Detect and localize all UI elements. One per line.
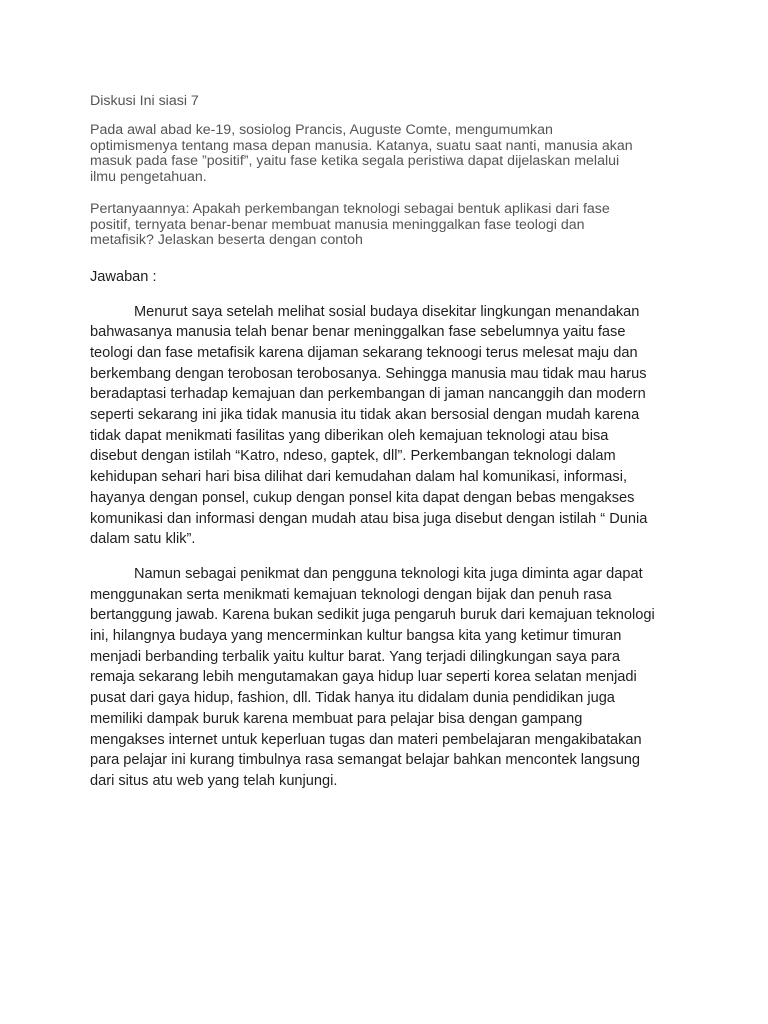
intro-paragraph: Pada awal abad ke-19, sosiolog Prancis, Auguste Comte, mengumumkan optimismenya tentang masa depan manusia. Katanya, suatu saat nanti, manusia akan masuk pada fase ”positif”, yaitu fase ketika segala peristiwa dapat dijelaskan melalui ilmu pengetahuan. [90,122,633,185]
question-paragraph: Pertanyaannya: Apakah perkembangan teknologi sebagai bentuk aplikasi dari fase positif, ternyata benar-benar membuat manusia meninggalkan fase teologi dan metafisik? Jelaskan beserta dengan contoh [90,201,610,248]
document-page [90,92,690,806]
answer-label: Jawaban : [90,268,157,285]
answer-paragraph-2: Namun sebagai penikmat dan pengguna teknologi kita juga diminta agar dapat menggunakan serta menikmati kemajuan teknologi dengan bijak dan penuh rasa bertanggung jawab. Karena bukan sedikit juga pengaruh buruk dari kemajuan teknologi ini, hilangnya budaya yang mencerminkan kultur bangsa kita yang ketimur timuran menjadi berbanding terbalik yaitu kultur barat. Yang terjadi dilingkungan saya para remaja sekarang lebih mengutamakan gaya hidup luar seperti korea selatan menjadi pusat dari gaya hidup, fashion, dll. Tidak hanya itu didalam dunia pendidikan juga memiliki dampak buruk karena membuat para pelajar bisa dengan gampang mengakses internet untuk keperluan tugas dan materi pembelajaran mengakibatakan para pelajar ini kurang timbulnya rasa semangat belajar bahkan mencontek langsung dari situs atu web yang telah kunjungi. [90,565,655,789]
answer-paragraph-1: Menurut saya setelah melihat sosial budaya disekitar lingkungan menandakan bahwasanya manusia telah benar benar meninggalkan fase sebelumnya yaitu fase teologi dan fase metafisik karena dijaman sekarang teknoogi terus melesat maju dan berkembang dengan terobosan terobosanya. Sehingga manusia mau tidak mau harus beradaptasi terhadap kemajuan dan perkembangan di jaman nancanggih dan modern seperti sekarang ini jika tidak manusia itu tidak akan bersosial dengan mudah karena tidak dapat menikmati fasilitas yang diberikan oleh kemajuan teknologi atau bisa disebut dengan istilah “Katro, ndeso, gaptek, dll”. Perkembangan teknologi dalam kehidupan sehari hari bisa dilihat dari kemudahan dalam hal komunikasi, informasi, hayanya dengan ponsel, cukup dengan ponsel kita dapat dengan bebas mengakses komunikasi dan informasi dengan mudah atau bisa juga disebut dengan istilah “ Dunia dalam satu klik”. [90,303,648,548]
document-title: Diskusi Ini siasi 7 [90,93,199,109]
